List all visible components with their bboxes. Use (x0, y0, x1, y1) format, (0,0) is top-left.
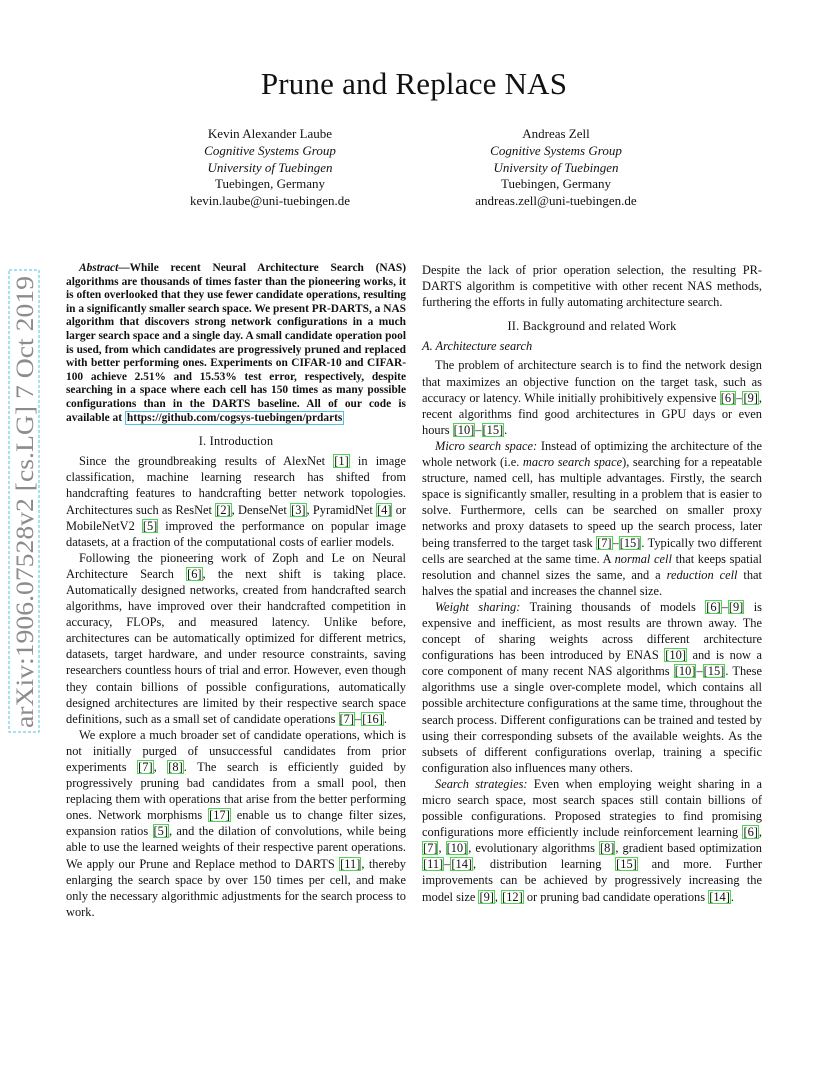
text-run: and is now a core component of many recent NAS algorithms (422, 648, 762, 679)
weight-sharing-heading: Weight sharing: (435, 599, 521, 614)
text-run: , (438, 841, 446, 856)
emphasis-term: macro search space (522, 455, 623, 470)
text-run: , DenseNet (231, 502, 291, 517)
text-run: , the next shift is taking place. Automatically designed networks, created from handcrafted search algorithms, have improved over their handcrafted competition in accuracy, FLOPs, and measured latency. Unlike before, architectures can be automatically optimized for different metrics, datasets, target hardware, and under resource constraints, saving researchers countless hours of trial and error. However, even though they contain billions of possible configurations, automatically designed architectures are limited by their respective search space definitions, such as a small set of candidate operations (66, 566, 406, 726)
text-run: . Typically two different cells are searched at the same time. A (422, 535, 762, 566)
citation-link[interactable]: [1] (334, 454, 349, 469)
text-run: – (721, 599, 728, 614)
text-run: – (354, 711, 362, 726)
text-run: , (758, 825, 762, 840)
text-run: – (444, 857, 451, 872)
citation-link[interactable]: [8] (168, 760, 183, 774)
citation-link[interactable]: [3] (291, 502, 306, 517)
citation-link[interactable]: [14] (451, 857, 473, 872)
citation-link[interactable]: [5] (153, 824, 168, 839)
search-strategies-paragraph (422, 776, 762, 905)
citation-link[interactable]: [8] (599, 841, 615, 856)
left-column (66, 262, 406, 920)
citation-link[interactable]: [11] (340, 856, 361, 871)
code-link[interactable]: https://github.com/cogsys-tuebingen/prdarts (126, 411, 343, 424)
citation-link[interactable]: [7] (597, 535, 612, 550)
author-location: Tuebingen, Germany (214, 176, 325, 192)
text-run: , (494, 889, 502, 904)
citation-link[interactable]: [9] (479, 889, 494, 904)
emphasis-term: reduction cell (666, 567, 738, 582)
citation-link[interactable]: [16] (362, 711, 383, 726)
citation-link[interactable]: [9] (728, 599, 744, 614)
text-run: – (736, 390, 743, 405)
abstract-label: Abstract (79, 262, 119, 274)
citation-link[interactable]: [15] (482, 422, 504, 437)
citation-link[interactable]: [6] (187, 566, 202, 581)
background-paragraph-1 (422, 357, 762, 437)
citation-link[interactable]: [7] (138, 760, 153, 774)
text-run: . (730, 889, 734, 904)
text-run: Training thousands of models (520, 599, 706, 614)
citation-link[interactable]: [10] (453, 422, 475, 437)
citation-link[interactable]: [15] (616, 857, 637, 872)
intro-paragraph-2 (66, 550, 406, 727)
citation-link[interactable]: [7] (423, 841, 438, 856)
abstract-text: —While recent Neural Architecture Search (NAS) algorithms are thousands of times faster than the pioneering works, it is often overlooked that they use fewer candidate operations, resulting in a significantly smaller search space. We present PR-DARTS, a NAS algorithm that discovers strong network configurations in a much larger search space and a single day. A small candidate operation pool is used, from which candidates are progressively pruned and replaced with better performing ones. Experiments on CIFAR-10 and CIFAR-100 achieve 2.51% and 15.53% test error, respectively, despite searching in a space where each cell has 150 times as many possible configurations than in the DARTS baseline. All of our code is available at (66, 262, 406, 424)
weight-sharing-body (422, 600, 762, 775)
text-run: . (383, 711, 387, 726)
text-run: or MobileNetV2 (66, 502, 407, 533)
citation-link[interactable]: [6] (720, 390, 736, 405)
intro-paragraph-4: Despite the lack of prior operation selection, the resulting PR-DARTS algorithm is competitive with other recent NAS methods, furthering the efforts in fully automating architecture search. (422, 263, 762, 310)
author-block-2 (406, 126, 706, 210)
emphasis-term: normal cell (614, 551, 672, 566)
text-run: improved the performance on popular image datasets, at a fraction of the computational costs of earlier models. (66, 518, 406, 549)
weight-sharing-paragraph (422, 599, 762, 776)
intro-paragraph-3 (66, 727, 406, 920)
search-strategies-heading: Search strategies: (435, 776, 528, 791)
author-block-1 (120, 126, 420, 210)
citation-link[interactable]: [5] (142, 518, 158, 533)
text-run: enable us to change filter sizes, expansion ratios (66, 808, 406, 839)
citation-link[interactable]: [6] (706, 599, 721, 614)
text-run: – (475, 422, 482, 437)
text-run: We explore a much broader set of candidate operations, which is not initially purged of unsuccessful candidates from prior experiments (66, 727, 406, 774)
citation-link[interactable]: [11] (423, 857, 444, 872)
citation-link[interactable]: [10] (446, 841, 468, 856)
micro-search-paragraph (422, 438, 762, 599)
text-run: Instead of optimizing the architecture of the whole network (i.e. (422, 438, 762, 470)
text-run: and more. Further improvements can be achieved by progressively increasing the model size (422, 857, 763, 904)
subsection-heading-architecture-search: A. Architecture search (422, 339, 533, 354)
text-run: The problem of architecture search is to find the network design that maximizes an objective function on the target task, such as accuracy or latency. While initially prohibitively expensive (422, 358, 762, 405)
citation-link[interactable]: [2] (216, 502, 231, 517)
author-email[interactable]: andreas.zell@uni-tuebingen.de (475, 193, 637, 209)
text-run: , thereby enlarging the search space by over 150 times per cell, and make only the necessary algorithmic adjustments for the search process to work. (66, 856, 406, 919)
text-run: , and the dilation of convolutions, while being able to use the learned weights of their respective parent operations. We apply our Prune and Replace method to DARTS (66, 824, 407, 871)
text-run: . (504, 422, 508, 437)
text-run: . The search is efficiently guided by progressively pruning bad candidates from a small pool, then replacing them with operations that arise from the better performing ones. Network morphisms (66, 760, 406, 823)
text-run: Following the pioneering work of Zoph and Le on Neural Architecture Search (66, 550, 406, 581)
citation-link[interactable]: [14] (709, 889, 730, 904)
section-heading-introduction: I. Introduction (198, 434, 274, 449)
arxiv-stamp-text: arXiv:1906.07528v2 [cs.LG] 7 Oct 2019 (12, 319, 39, 728)
micro-search-body (422, 439, 762, 598)
text-run: , (153, 760, 168, 774)
citation-link[interactable]: [15] (619, 535, 641, 550)
paper-title: Prune and Replace NAS (260, 66, 568, 101)
text-run: , evolutionary algorithms (468, 841, 599, 856)
citation-link[interactable]: [10] (665, 648, 686, 663)
author-group: Cognitive Systems Group (490, 142, 622, 158)
text-run: . These algorithms use a single over-complete model, which contains all possible architecture configurations at the same time, throughout the search process. Different configurations can be trained and tested by using their corresponding subsets of the available weights. As the subsets of different configurations overlap, training a specific configuration also influences many others. (422, 664, 762, 775)
citation-link[interactable]: [10] (674, 664, 696, 679)
text-run: , distribution learning (473, 857, 616, 872)
text-run: that halves the spatial and increases the channel size. (422, 567, 762, 598)
search-strategies-body (422, 777, 762, 904)
abstract (66, 262, 406, 425)
citation-link[interactable]: [7] (339, 711, 354, 726)
citation-link[interactable]: [4] (377, 502, 392, 517)
author-name: Kevin Alexander Laube (207, 126, 333, 141)
text-run: , recent algorithms find good architectures in GPU days or even hours (422, 390, 762, 437)
text-run: , gradient based optimization (615, 841, 762, 856)
right-column (422, 262, 762, 905)
citation-link[interactable]: [9] (743, 390, 758, 405)
author-university: University of Tuebingen (493, 159, 619, 175)
section-heading-background: II. Background and related Work (507, 319, 677, 334)
text-run: is expensive and inefficient, as most results are thrown away. The concept of sharing weights across different architecture configurations has been introduced by ENAS (422, 599, 763, 663)
intro-paragraph-1 (66, 453, 406, 550)
text-run: , PyramidNet (306, 502, 376, 517)
author-group: Cognitive Systems Group (204, 142, 336, 158)
author-email[interactable]: kevin.laube@uni-tuebingen.de (190, 193, 350, 209)
text-run: Since the groundbreaking results of AlexNet (79, 454, 334, 469)
text-run: in image classification, machine learning research has shifted from handcrafting features to handcrafting better network topologies. Architectures such as ResNet (66, 454, 407, 517)
text-run: Even when employing weight sharing in a micro search space, most search spaces still contain billions of possible configurations. Proposed strategies to find promising configurations more efficiently include reinforcement learning (422, 776, 762, 840)
author-name: Andreas Zell (522, 126, 590, 141)
citation-link[interactable]: [12] (502, 889, 523, 904)
text-run: or pruning bad candidate operations (523, 889, 709, 904)
text-run: that keeps spatial resolution and channel sizes the same, and a (422, 551, 762, 582)
text-run: ), searching for a repeatable structure, named cell, has multiple advantages. Firstly, the search space is significantly smaller, resulting in a problem that is easier to solve. Furthermore, cells can be searched on smaller proxy networks and proxy datasets to speed up the search process, later being transferred to the target task (422, 455, 762, 550)
text-run: – (696, 664, 703, 679)
arxiv-stamp[interactable] (3, 268, 43, 734)
citation-link[interactable]: [17] (209, 808, 230, 823)
author-location: Tuebingen, Germany (500, 176, 611, 192)
citation-link[interactable]: [6] (743, 825, 758, 840)
author-university: University of Tuebingen (207, 159, 333, 175)
text-run: – (612, 535, 619, 550)
citation-link[interactable]: [15] (703, 664, 725, 679)
micro-search-heading: Micro search space: (435, 438, 538, 453)
